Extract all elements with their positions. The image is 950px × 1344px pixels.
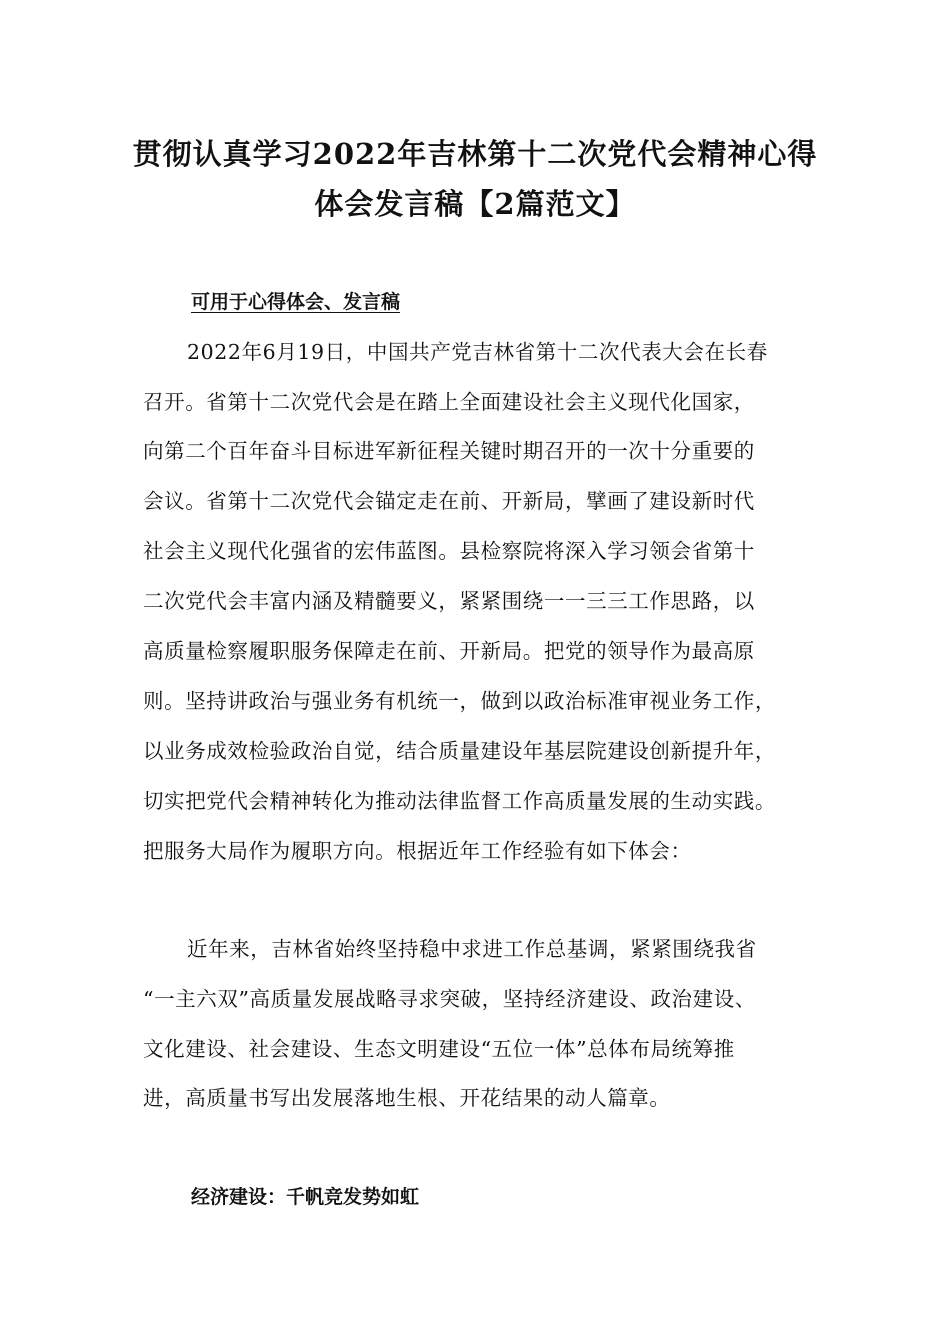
- paragraph-line: 近年来，吉林省始终坚持稳中求进工作总基调，紧紧围绕我省: [187, 937, 757, 961]
- paragraph-line: 会议。省第十二次党代会锚定走在前、开新局，擘画了建设新时代: [143, 489, 755, 513]
- paragraph-line: 把服务大局作为履职方向。根据近年工作经验有如下体会：: [143, 839, 692, 863]
- paragraph-line: 则。坚持讲政治与强业务有机统一，做到以政治标准审视业务工作，: [143, 689, 776, 713]
- document-title-line-2: 体会发言稿【2篇范文】: [314, 187, 636, 221]
- usage-subheading: 可用于心得体会、发言稿: [191, 291, 401, 313]
- paragraph-line: 2022年6月19日，中国共产党吉林省第十二次代表大会在长春: [187, 340, 768, 364]
- paragraph-line: 以业务成效检验政治自觉，结合质量建设年基层院建设创新提升年，: [143, 739, 776, 763]
- paragraph-line: 召开。省第十二次党代会是在踏上全面建设社会主义现代化国家，: [143, 390, 755, 414]
- paragraph-line: “一主六双”高质量发展战略寻求突破，坚持经济建设、政治建设、: [143, 987, 756, 1011]
- paragraph-line: 向第二个百年奋斗目标进军新征程关键时期召开的一次十分重要的: [143, 439, 755, 463]
- paragraph-line: 社会主义现代化强省的宏伟蓝图。县检察院将深入学习领会省第十: [143, 539, 755, 563]
- paragraph-line: 高质量检察履职服务保障走在前、开新局。把党的领导作为最高原: [143, 639, 755, 663]
- paragraph-line: 进，高质量书写出发展落地生根、开花结果的动人篇章。: [143, 1086, 671, 1110]
- paragraph-line: 切实把党代会精神转化为推动法律监督工作高质量发展的生动实践。: [143, 789, 776, 813]
- paragraph-line: 文化建设、社会建设、生态文明建设“五位一体”总体布局统筹推: [143, 1037, 735, 1061]
- document-title-line-1: 贯彻认真学习2022年吉林第十二次党代会精神心得: [132, 137, 818, 171]
- paragraph-line: 二次党代会丰富内涵及精髓要义，紧紧围绕一一三三工作思路，以: [143, 589, 755, 613]
- section-heading-economy: 经济建设：千帆竞发势如虹: [191, 1186, 420, 1208]
